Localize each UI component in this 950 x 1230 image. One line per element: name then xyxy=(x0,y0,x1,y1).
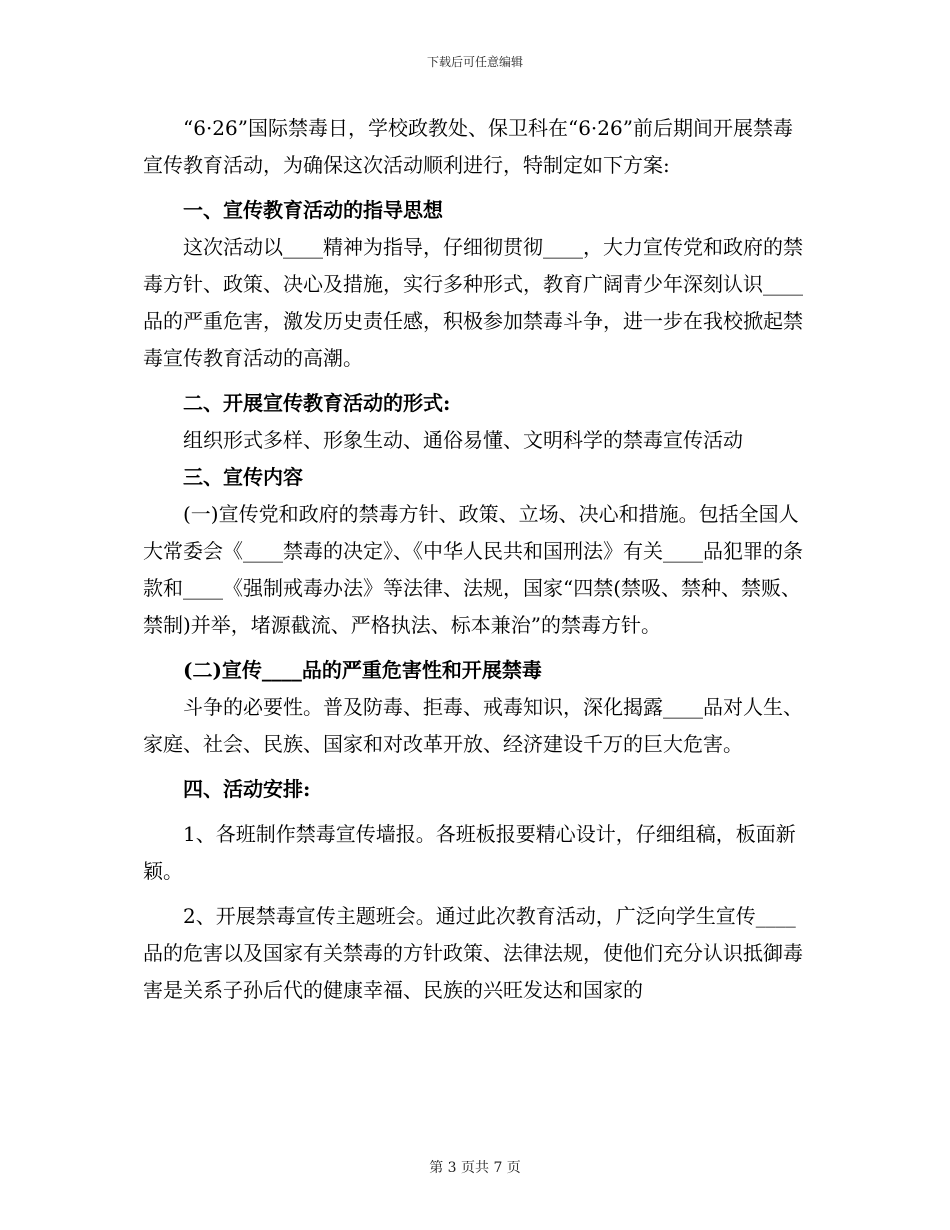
page-header: 下载后可任意编辑 xyxy=(426,55,523,69)
arrangement-item-1: 1、各班制作禁毒宣传墙报。各班板报要精心设计，仔细组稿，板面新颖。 xyxy=(143,822,796,883)
content-item-2-paragraph: 斗争的必要性。普及防毒、拒毒、戒毒知识，深化揭露____品对人生、家庭、社会、民族、国家和对改革开放、经济建设千万的巨大危害。 xyxy=(143,695,803,756)
arrangement-item-2: 2、开展禁毒宣传主题班会。通过此次教育活动，广泛向学生宣传____品的危害以及国家有关禁毒的方针政策、法律法规，使他们充分认识抵御毒害是关系子孙后代的健康幸福、民族的兴旺发达和国家的 xyxy=(143,904,803,1002)
section-heading-4: 四、活动安排: xyxy=(183,777,311,801)
content-item-1: (一)宣传党和政府的禁毒方针、政策、立场、决心和措施。包括全国人大常委会《____禁毒的决定》、《中华人民共和国刑法》有关____品犯罪的条款和____《强制戒毒办法》等法律、法规，国家“四禁(禁吸、禁种、禁贩、禁制)并举，堵源截流、严格执法、标本兼治”的禁毒方针。 xyxy=(143,502,803,637)
section-heading-2: 二、开展宣传教育活动的形式: xyxy=(183,391,451,415)
activity-form-paragraph: 组织形式多样、形象生动、通俗易懂、文明科学的禁毒宣传活动 xyxy=(183,428,743,452)
section-heading-3: 三、宣传内容 xyxy=(183,465,303,489)
document-body xyxy=(143,110,807,1009)
guiding-thought-paragraph: 这次活动以____精神为指导，仔细彻贯彻____，大力宣传党和政府的禁毒方针、政策、决心及措施，实行多种形式，教育广阔青少年深刻认识____品的严重危害，激发历史责任感，积极参加禁毒斗争，进一步在我校掀起禁毒宣传教育活动的高潮。 xyxy=(143,235,803,370)
intro-paragraph: “6·26”国际禁毒日，学校政教处、保卫科在“6·26”前后期间开展禁毒宣传教育活动，为确保这次活动顺利进行，特制定如下方案: xyxy=(143,116,793,177)
page-footer: 第 3 页共 7 页 xyxy=(429,1160,521,1176)
content-item-2-heading: (二)宣传____品的严重危害性和开展禁毒 xyxy=(183,658,542,682)
section-heading-1: 一、宣传教育活动的指导思想 xyxy=(183,198,443,222)
